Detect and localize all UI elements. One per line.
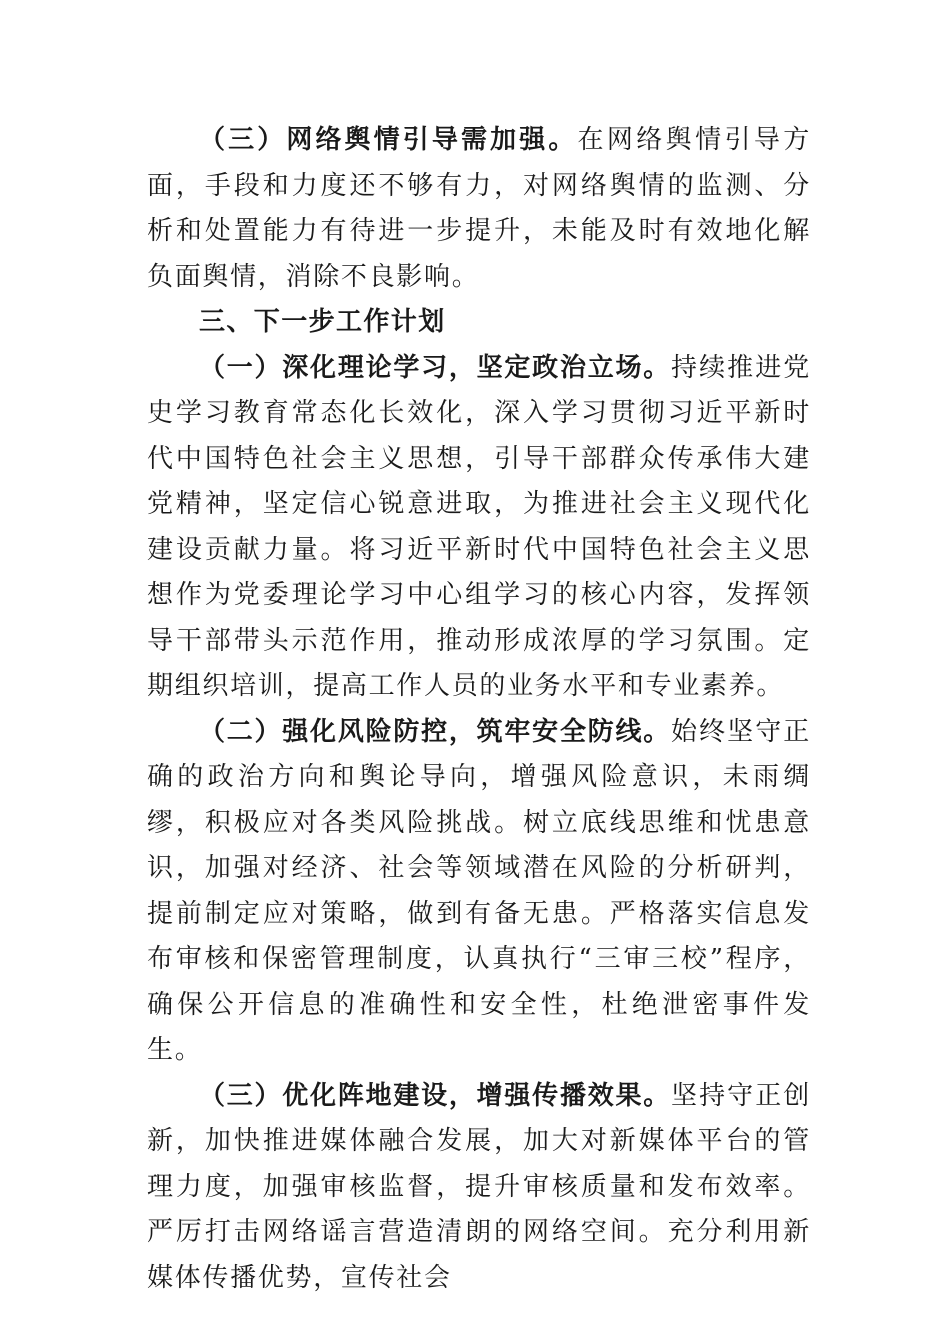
paragraph-risk-control bbox=[147, 710, 811, 1074]
paragraph-body: 持续推进党史学习教育常态化长效化，深入学习贯彻习近平新时代中国特色社会主义思想，引导干部群众传承伟大建党精神，坚定信心锐意进取，为推进社会主义现代化建设贡献力量。将习近平新时代中国特色社会主义思想作为党委理论学习中心组学习的核心内容，发挥领导干部带头示范作用，推动形成浓厚的学习氛围。定期组织培训，提高工作人员的业务水平和专业素养。 bbox=[147, 352, 811, 701]
paragraph-body: 始终坚守正确的政治方向和舆论导向，增强风险意识，未雨绸缪，积极应对各类风险挑战。树立底线思维和忧患意识，加强对经济、社会等领域潜在风险的分析研判，提前制定应对策略，做到有备无患。严格落实信息发布审核和保密管理制度，认真执行“三审三校”程序，确保公开信息的准确性和安全性，杜绝泄密事件发生。 bbox=[147, 716, 811, 1065]
paragraph-platform-building bbox=[147, 1074, 811, 1302]
paragraph-theory-study bbox=[147, 346, 811, 710]
paragraph-lead: （三）优化阵地建设，增强传播效果。 bbox=[199, 1080, 672, 1111]
paragraph-online-opinion bbox=[147, 118, 811, 300]
document-page bbox=[147, 118, 811, 1301]
section-heading: 三、下一步工作计划 bbox=[199, 307, 446, 337]
paragraph-lead: （三）网络舆情引导需加强。 bbox=[199, 125, 578, 155]
paragraph-body: 坚持守正创新，加快推进媒体融合发展，加大对新媒体平台的管理力度，加强审核监督，提升审核质量和发布效率。严厉打击网络谣言营造清朗的网络空间。充分利用新媒体传播优势，宣传社会 bbox=[147, 1080, 811, 1293]
paragraph-lead: （一）深化理论学习，坚定政治立场。 bbox=[199, 352, 672, 383]
paragraph-body: 在网络舆情引导方面，手段和力度还不够有力，对网络舆情的监测、分析和处置能力有待进一步提升，未能及时有效地化解负面舆情，消除不良影响。 bbox=[147, 125, 812, 292]
paragraph-lead: （二）强化风险防控，筑牢安全防线。 bbox=[199, 716, 672, 747]
